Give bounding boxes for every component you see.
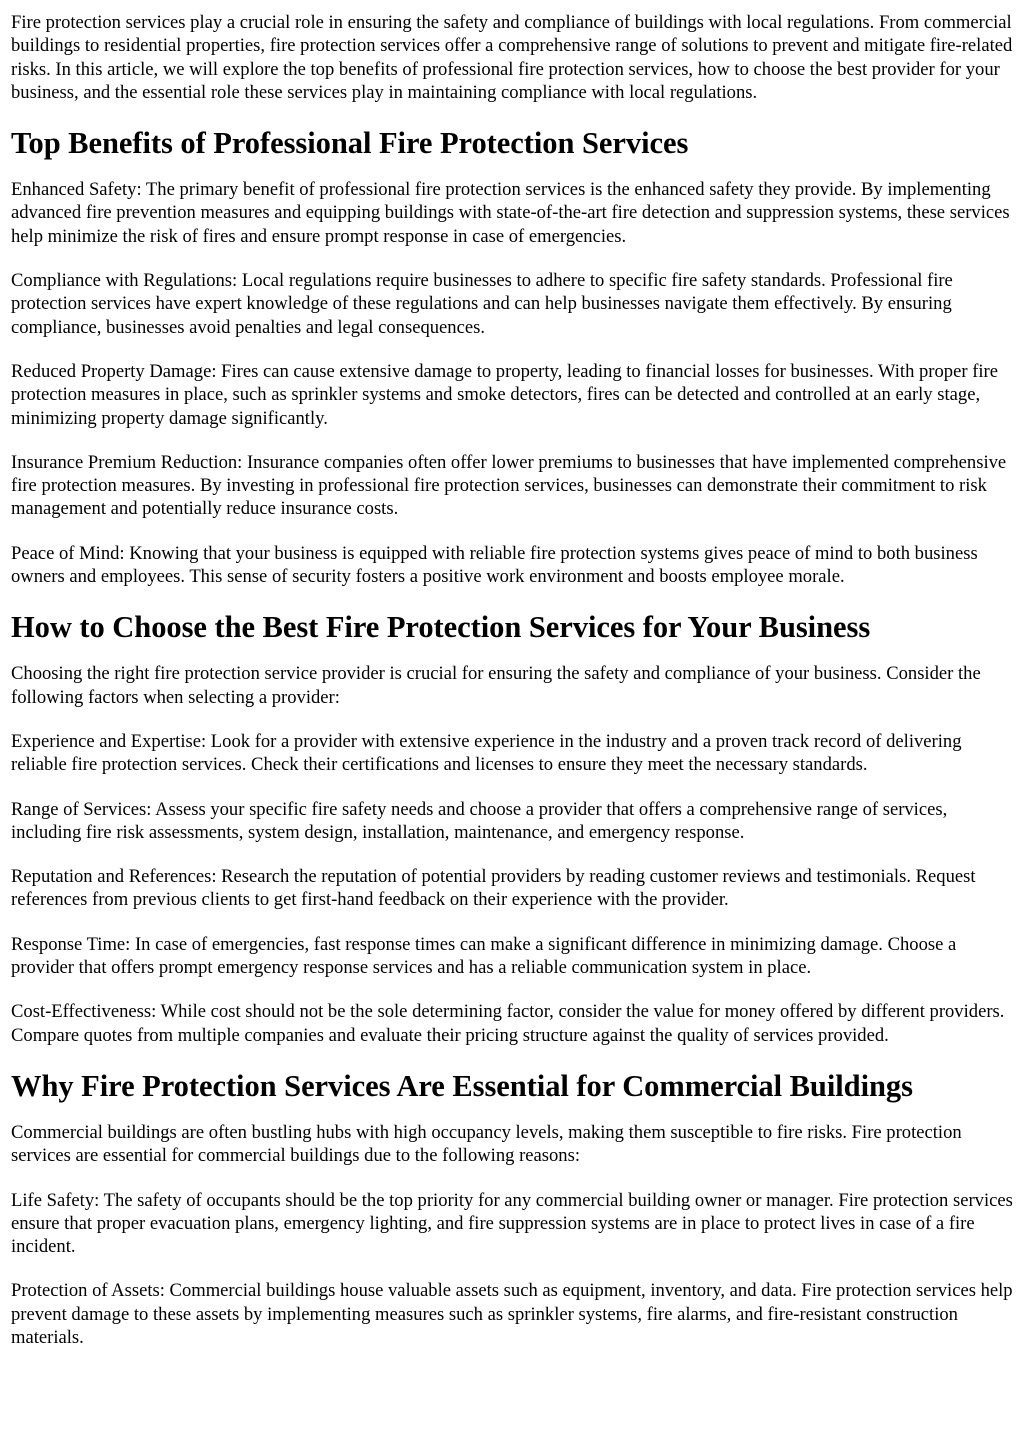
paragraph-peace-of-mind: Peace of Mind: Knowing that your business is equipped with reliable fire protection systems gives peace of mind to both business owners and employees. This sense of security fosters a positive work environment and boosts employee morale. xyxy=(11,542,978,588)
paragraph-commercial-intro: Commercial buildings are often bustling hubs with high occupancy levels, making them susceptible to fire risks. Fire protection services are essential for commercial buildings due to the following reasons: xyxy=(11,1121,962,1167)
paragraph-experience: Experience and Expertise: Look for a provider with extensive experience in the industry and a proven track record of delivering reliable fire protection services. Check their certifications and licenses to ensure they meet the necessary standards. xyxy=(11,730,962,776)
paragraph-enhanced-safety: Enhanced Safety: The primary benefit of professional fire protection services is the enhanced safety they provide. By implementing advanced fire prevention measures and equipping buildings with state-of-the-art fire detection and suppression systems, these services help minimize the risk of fires and ensure prompt response in case of emergencies. xyxy=(11,179,1010,247)
paragraph-life-safety: Life Safety: The safety of occupants should be the top priority for any commercial building owner or manager. Fire protection services ensure that proper evacuation plans, emergency lighting, and fire suppression systems are in place to protect lives in case of a fire incident. xyxy=(11,1189,1013,1258)
intro-paragraph: Fire protection services play a crucial role in ensuring the safety and compliance of buildings with local regulations. From commercial buildings to residential properties, fire protection services offer a comprehensive range of solutions to prevent and mitigate fire-related risks. In this article, we will explore the top benefits of professional fire protection services, how to choose the best provider for your business, and the essential role these services play in maintaining compliance with local regulations. xyxy=(11,12,1013,103)
paragraph-range-of-services: Range of Services: Assess your specific fire safety needs and choose a provider that offers a comprehensive range of services, including fire risk assessments, system design, installation, maintenance, and emergency response. xyxy=(11,798,948,843)
paragraph-property-damage: Reduced Property Damage: Fires can cause extensive damage to property, leading to financial losses for businesses. With proper fire protection measures in place, such as sprinkler systems and smoke detectors, fires can be detected and controlled at an early stage, minimizing property damage significantly. xyxy=(11,360,998,429)
paragraph-compliance: Compliance with Regulations: Local regulations require businesses to adhere to specific fire safety standards. Professional fire protection services have expert knowledge of these regulations and can help businesses navigate them effectively. By ensuring compliance, businesses avoid penalties and legal consequences. xyxy=(11,270,953,338)
paragraph-protection-of-assets: Protection of Assets: Commercial buildings house valuable assets such as equipment, inventory, and data. Fire protection services help prevent damage to these assets by implementing measures such as sprinkler systems, fire alarms, and fire-resistant construction materials. xyxy=(11,1280,1013,1348)
paragraph-response-time: Response Time: In case of emergencies, fast response times can make a significant difference in minimizing damage. Choose a provider that offers prompt emergency response services and has a reliable communication system in place. xyxy=(11,933,957,979)
section-heading-commercial: Why Fire Protection Services Are Essential for Commercial Buildings xyxy=(11,1068,913,1103)
paragraph-cost-effectiveness: Cost-Effectiveness: While cost should not be the sole determining factor, consider the value for money offered by different providers. Compare quotes from multiple companies and evaluate their pricing structure against the quality of services provided. xyxy=(11,1001,1005,1046)
section-heading-benefits: Top Benefits of Professional Fire Protection Services xyxy=(11,126,689,161)
paragraph-insurance: Insurance Premium Reduction: Insurance companies often offer lower premiums to businesses that have implemented comprehensive fire protection measures. By investing in professional fire protection services, businesses can demonstrate their commitment to risk management and potentially reduce insurance costs. xyxy=(11,451,1007,520)
section-heading-choose: How to Choose the Best Fire Protection Services for Your Business xyxy=(11,610,871,645)
paragraph-choose-intro: Choosing the right fire protection service provider is crucial for ensuring the safety and compliance of your business. Consider the following factors when selecting a provider: xyxy=(11,663,981,708)
paragraph-reputation: Reputation and References: Research the reputation of potential providers by reading customer reviews and testimonials. Request references from previous clients to get first-hand feedback on their experience with the provider. xyxy=(11,866,976,911)
